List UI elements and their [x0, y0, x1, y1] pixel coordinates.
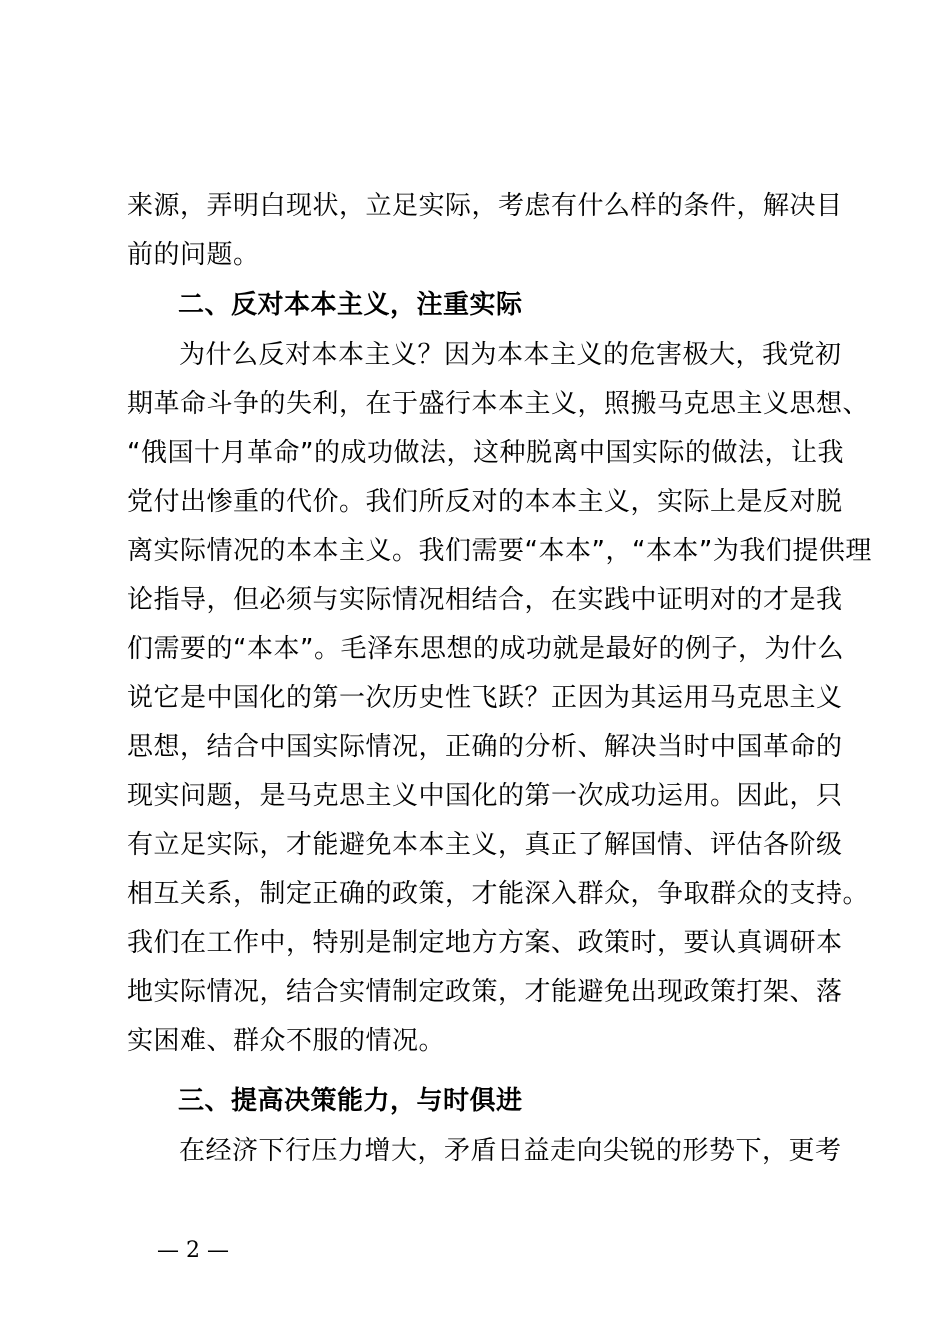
- paragraph-line: 地实际情况，结合实情制定政策，才能避免出现政策打架、落: [127, 977, 843, 1007]
- paragraph-line: 有立足实际，才能避免本本主义，真正了解国情、评估各阶级: [127, 830, 843, 860]
- section-2-paragraph: [127, 331, 872, 1066]
- paragraph-line: 在经济下行压力增大，矛盾日益走向尖锐的形势下，更考: [179, 1136, 842, 1166]
- paragraph-line: 来源，弄明白现状，立足实际，考虑有什么样的条件，解决目: [127, 191, 843, 221]
- paragraph-line: 现实问题，是马克思主义中国化的第一次成功运用。因此，只: [127, 781, 843, 811]
- paragraph-line: 党付出惨重的代价。我们所反对的本本主义，实际上是反对脱: [127, 487, 843, 517]
- paragraph-line: 实困难、群众不服的情况。: [127, 1026, 446, 1056]
- page-number: — 2 —: [157, 1238, 229, 1263]
- paragraph-line: 期革命斗争的失利，在于盛行本本主义，照搬马克思主义思想、: [127, 389, 870, 419]
- paragraph-line: 为什么反对本本主义？因为本本主义的危害极大，我党初: [179, 340, 842, 370]
- section-3-paragraph: [127, 1127, 842, 1176]
- section-heading-3: 三、提高决策能力，与时俱进: [178, 1086, 523, 1116]
- paragraph-line: “俄国十月革命”的成功做法，这种脱离中国实际的做法，让我: [127, 438, 844, 468]
- paragraph-line: 们需要的“本本”。毛泽东思想的成功就是最好的例子，为什么: [127, 634, 844, 664]
- paragraph-line: 说它是中国化的第一次历史性飞跃？正因为其运用马克思主义: [127, 683, 843, 713]
- paragraph-line: 离实际情况的本本主义。我们需要“本本”，“本本”为我们提供理: [127, 536, 872, 566]
- paragraph-line: 思想，结合中国实际情况，正确的分析、解决当时中国革命的: [127, 732, 843, 762]
- section-heading-2: 二、反对本本主义，注重实际: [178, 290, 523, 320]
- paragraph-line: 我们在工作中，特别是制定地方方案、政策时，要认真调研本: [127, 928, 843, 958]
- continued-paragraph: [127, 182, 843, 280]
- paragraph-line: 前的问题。: [127, 240, 260, 270]
- paragraph-line: 相互关系，制定正确的政策，才能深入群众，争取群众的支持。: [127, 879, 870, 909]
- paragraph-line: 论指导，但必须与实际情况相结合，在实践中证明对的才是我: [127, 585, 843, 615]
